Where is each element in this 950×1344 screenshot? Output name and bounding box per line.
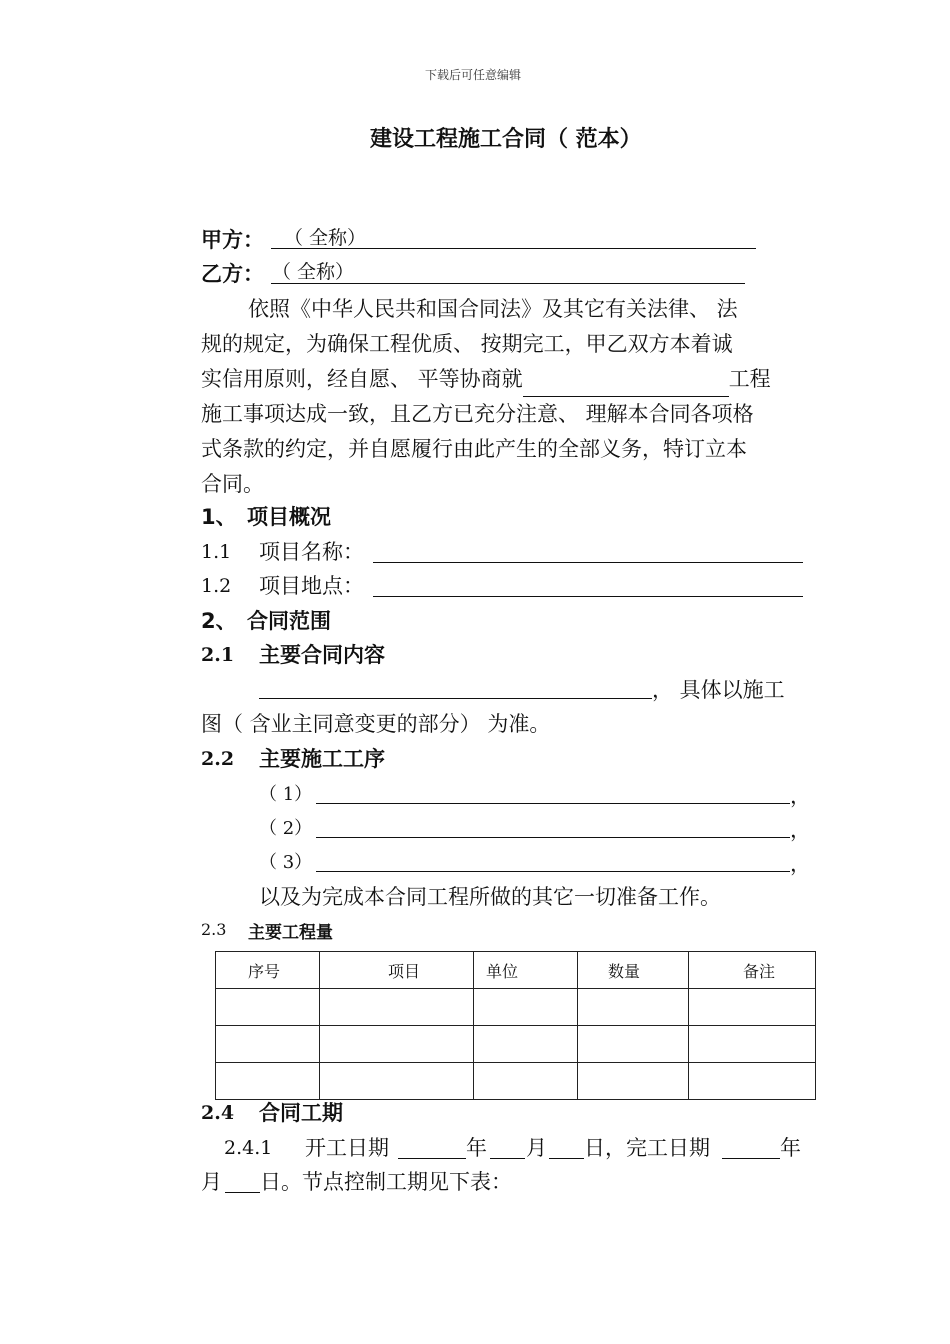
contract-content-tail: ， 具体以施工 (652, 678, 785, 702)
item-1-2-underline (373, 596, 803, 597)
table-header-cell: 项目 (320, 952, 474, 989)
table-header-cell: 数量 (578, 952, 689, 989)
start-day-blank[interactable] (549, 1158, 584, 1159)
item-1-2-number: 1.2 (201, 575, 232, 597)
table-cell[interactable] (578, 989, 689, 1026)
table-cell[interactable] (474, 989, 578, 1026)
start-year-blank[interactable] (398, 1158, 466, 1159)
intro-line-part: 工程 (728, 367, 771, 391)
section-2-3-number: 2.3 (201, 920, 227, 939)
project-name-blank (523, 372, 729, 397)
table-header-cell: 备注 (689, 952, 816, 989)
intro-line (201, 362, 811, 397)
completion-month-unit: 月 (201, 1170, 222, 1194)
table-cell[interactable] (689, 1063, 816, 1100)
contract-content-underline (259, 698, 652, 699)
section-2-2-number: 2.2 (201, 748, 235, 770)
table-cell[interactable] (474, 1026, 578, 1063)
start-month-unit: 月 (526, 1136, 547, 1160)
table-cell[interactable] (216, 1063, 320, 1100)
table-cell[interactable] (689, 1026, 816, 1063)
table-cell[interactable] (578, 1063, 689, 1100)
table-cell[interactable] (216, 1026, 320, 1063)
table-header-cell: 单位 (474, 952, 578, 989)
table-row (216, 1063, 816, 1100)
item-1-1-underline (373, 562, 803, 563)
table-header-cell: 序号 (216, 952, 320, 989)
procedure-underline (316, 803, 790, 804)
table-cell[interactable] (320, 1026, 474, 1063)
party-a-label: 甲方： (201, 228, 264, 252)
section-2-4-number: 2.4 (201, 1102, 235, 1124)
table-row (216, 989, 816, 1026)
intro-line: 合同。 (201, 472, 264, 496)
contract-content-line2: 图（ 含业主同意变更的部分） 为准。 (201, 712, 551, 736)
table-cell[interactable] (689, 989, 816, 1026)
procedure-comma: ， (790, 852, 811, 876)
section-2-3-title: 主要工程量 (248, 923, 333, 943)
intro-line: 式条款的约定，并自愿履行由此产生的全部义务，特订立本 (201, 437, 747, 461)
party-b-value: （ 全称） (272, 261, 355, 283)
procedure-underline (316, 871, 790, 872)
party-b-underline (271, 283, 745, 284)
start-year-unit: 年 (466, 1136, 487, 1160)
section-2-1-title: 主要合同内容 (259, 643, 385, 667)
section-2-4-1-number: 2.4.1 (224, 1137, 273, 1159)
section-2-1-number: 2.1 (201, 644, 235, 666)
table-cell[interactable] (320, 1063, 474, 1100)
table-cell[interactable] (216, 989, 320, 1026)
item-1-1-label: 项目名称： (259, 540, 364, 564)
intro-line: 依照《中华人民共和国合同法》及其它有关法律、 法 (248, 297, 738, 321)
procedure-underline (316, 837, 790, 838)
start-date-label: 开工日期 (305, 1136, 389, 1160)
table-header-row (216, 952, 816, 989)
section-2-2-title: 主要施工工序 (259, 747, 385, 771)
item-1-1-number: 1.1 (201, 541, 232, 563)
procedure-number: （ 3） (259, 852, 313, 873)
procedure-number: （ 2） (259, 818, 313, 839)
completion-year-blank[interactable] (722, 1158, 780, 1159)
section-1-number: 1、 (201, 505, 237, 529)
start-month-blank[interactable] (490, 1158, 525, 1159)
party-b-label: 乙方： (201, 262, 264, 286)
completion-day-blank[interactable] (225, 1192, 260, 1193)
document-title: 建设工程施工合同（ 范本） (370, 127, 642, 152)
section-2-4-title: 合同工期 (259, 1101, 343, 1125)
table-cell[interactable] (320, 989, 474, 1026)
header-note: 下载后可任意编辑 (425, 68, 522, 82)
section-2-number: 2、 (201, 609, 237, 633)
intro-line: 施工事项达成一致，且乙方已充分注意、 理解本合同各项格 (201, 402, 754, 426)
section-1-heading: 项目概况 (247, 505, 331, 529)
table-cell[interactable] (578, 1026, 689, 1063)
procedure-comma: ， (790, 818, 811, 842)
procedure-comma: ， (790, 784, 811, 808)
item-1-2-label: 项目地点： (259, 574, 364, 598)
procedure-number: （ 1） (259, 784, 313, 805)
procedure-closing: 以及为完成本合同工程所做的其它一切准备工作。 (259, 885, 721, 909)
table-cell[interactable] (474, 1063, 578, 1100)
schedule-note: 日。节点控制工期见下表： (260, 1170, 512, 1194)
intro-line: 规的规定，为确保工程优质、 按期完工，甲乙双方本着诚 (201, 332, 733, 356)
completion-year-unit: 年 (780, 1136, 801, 1160)
completion-date-label: 日，完工日期 (584, 1136, 710, 1160)
party-a-underline (271, 248, 756, 249)
party-a-value: （ 全称） (284, 227, 367, 249)
intro-paragraph (201, 292, 811, 502)
quantity-table (215, 951, 816, 1100)
table-row (216, 1026, 816, 1063)
section-2-heading: 合同范围 (247, 609, 331, 633)
intro-line-part: 实信用原则，经自愿、 平等协商就 (201, 367, 523, 391)
